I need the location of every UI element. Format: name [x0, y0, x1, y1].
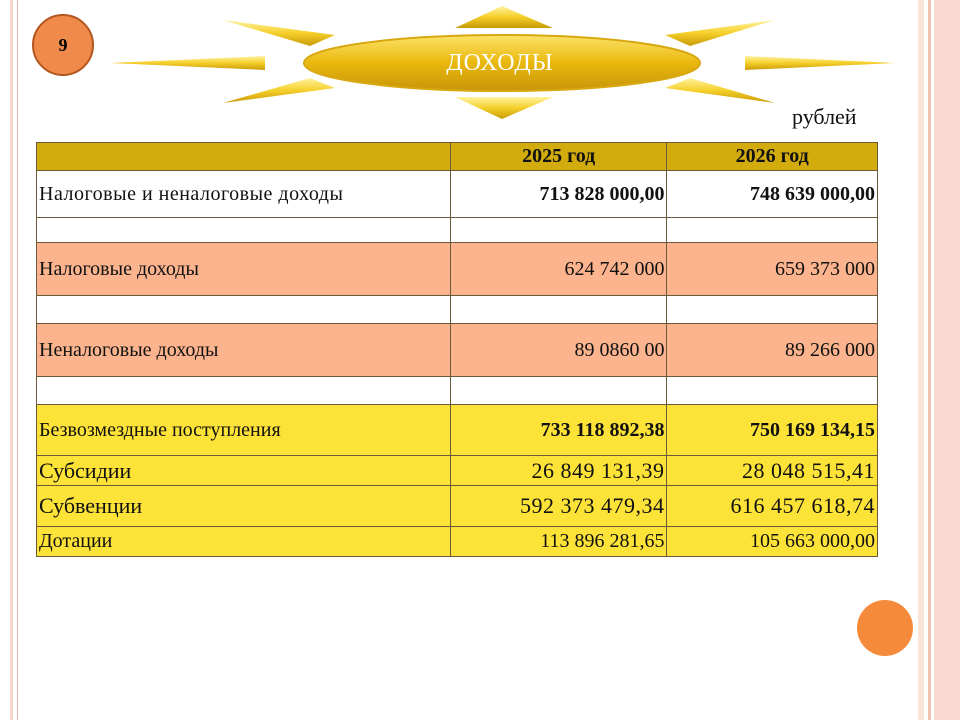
value-2025: 592 373 479,34 [451, 486, 667, 527]
slide-number: 9 [58, 34, 68, 55]
table-row [37, 243, 878, 296]
header-2025: 2025 год [451, 143, 667, 171]
value-2026: 89 266 000 [667, 324, 878, 377]
table-row [37, 405, 878, 456]
sun-ray-bottom [455, 97, 553, 119]
row-label: Налоговые и неналоговые доходы [37, 171, 451, 218]
value-2025: 733 118 892,38 [451, 405, 667, 456]
table-row [37, 171, 878, 218]
value-2026: 616 457 618,74 [667, 486, 878, 527]
spacer-row [37, 296, 878, 324]
sun-ray-top [455, 6, 553, 28]
value-2026: 28 048 515,41 [667, 456, 878, 486]
revenue-table [36, 142, 878, 557]
slide-number-badge [32, 14, 94, 76]
table-row [37, 324, 878, 377]
value-2026: 750 169 134,15 [667, 405, 878, 456]
value-2026: 659 373 000 [667, 243, 878, 296]
table-row [37, 486, 878, 527]
sun-ray-left [110, 56, 265, 70]
value-2025: 624 742 000 [451, 243, 667, 296]
value-2025: 26 849 131,39 [451, 456, 667, 486]
decorative-circle [857, 600, 913, 656]
header-2026: 2026 год [667, 143, 878, 171]
units-label: рублей [792, 104, 857, 129]
table-row [37, 527, 878, 557]
value-2025: 713 828 000,00 [451, 171, 667, 218]
page-title: ДОХОДЫ [446, 49, 554, 76]
spacer-row [37, 377, 878, 405]
value-2026: 748 639 000,00 [667, 171, 878, 218]
row-label: Дотации [37, 527, 451, 557]
value-2025: 89 0860 00 [451, 324, 667, 377]
header-label-cell [37, 143, 451, 171]
value-2026: 105 663 000,00 [667, 527, 878, 557]
slide-left-border [0, 0, 18, 720]
value-2025: 113 896 281,65 [451, 527, 667, 557]
row-label: Субвенции [37, 486, 451, 527]
row-label: Безвозмездные поступления [37, 405, 451, 456]
row-label: Субсидии [37, 456, 451, 486]
spacer-row [37, 218, 878, 243]
table-header-row [37, 143, 878, 171]
slide-right-stripes [918, 0, 960, 720]
sun-ray-right [745, 56, 895, 70]
row-label: Неналоговые доходы [37, 324, 451, 377]
table-row [37, 456, 878, 486]
row-label: Налоговые доходы [37, 243, 451, 296]
